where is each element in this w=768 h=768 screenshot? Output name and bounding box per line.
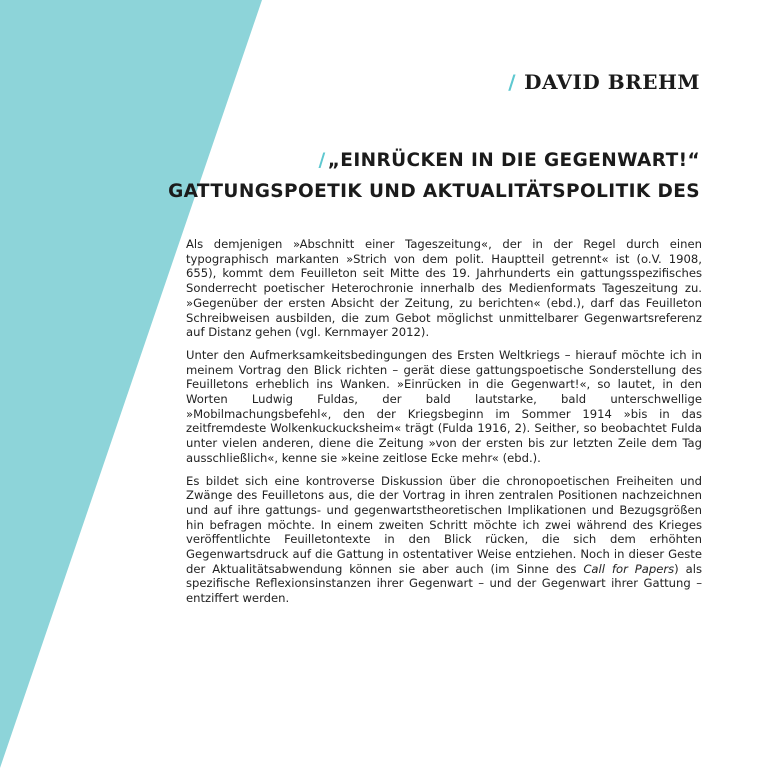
talk-title: [168, 145, 700, 207]
title-line-1: [168, 145, 700, 176]
abstract-paragraph-2: Unter den Aufmerksamkeitsbedingungen des Ersten Weltkriegs – hierauf möchte ich in meinem Vortrag den Blick richten – gerät diese gattungspoetische Sonderstellung des Feuilletons erheblich ins Wanken. »Einrücken in die Gegenwart!«, so lautet, in den Worten Ludwig Fuldas, der bald lautstarke, bald unterschwellige »Mobilmachungsbefehl«, den der Kriegsbeginn im Sommer 1914 »bis in das zeitfremdeste Wolkenkuckucksheim« trägt (Fulda 1916, 2). Seither, so beobachtet Fulda unter vielen anderen, diene die Zeitung »von der ersten bis zur letzten Zeile dem Tag ausschließlich«, kenne sie »keine zeitlose Ecke mehr« (ebd.).: [186, 347, 702, 465]
title-line-1-text: „EINRÜCKEN IN DIE GEGENWART!“: [327, 150, 700, 171]
author-slash: /: [508, 70, 517, 94]
paragraph-3-text-a: Es bildet sich eine kontroverse Diskussion über die chronopoetischen Freiheiten und Zwänge des Feuilletons aus, die der Vortrag in ihren zentralen Positionen nachzeichnen und auf ihre gattungs- und gegenwartstheoretischen Implikationen und Bezugsgrößen hin befragen möchte. In einem zweiten Schritt möchte ich zwei während des Krieges veröffentlichte Feuilletontexte in den Blick rücken, die sich dem erhöhten Gegenwartsdruck auf die Gattung in ostentativer Weise entziehen. Noch in dieser Geste der Aktualitätsabwendung können sie aber auch (im Sinne des: [186, 473, 702, 576]
paragraph-3-italic: Call for Papers: [583, 561, 675, 576]
author-name: DAVID BREHM: [524, 70, 700, 94]
abstract-paragraph-3: [186, 474, 702, 606]
author-heading: [508, 70, 700, 94]
title-slash: /: [318, 150, 326, 171]
abstract-body: [186, 237, 702, 614]
title-line-2: GATTUNGSPOETIK UND AKTUALITÄTSPOLITIK DES: [168, 181, 700, 202]
paragraph-3-text-b: ) als spezifische Reflexionsinstanzen ihrer Gegenwart – und der Gegenwart ihrer Gattung – entziffert werden.: [186, 561, 702, 606]
abstract-paragraph-1: Als demjenigen »Abschnitt einer Tageszeitung«, der in der Regel durch einen typographisch markanten »Strich von dem polit. Hauptteil getrennt« ist (o.V. 1908, 655), kommt dem Feuilleton seit Mitte des 19. Jahrhunderts ein gattungsspezifisches Sonderrecht poetischer Heterochronie innerhalb des Medienformats Tageszeitung zu. »Gegenüber der ersten Absicht der Zeitung, zu berichten« (ebd.), darf das Feuilleton Schreibweisen ausbilden, die zum Gebot möglichst unmittelbarer Gegenwartsreferenz auf Distanz gehen (vgl. Kernmayer 2012).: [186, 237, 702, 340]
